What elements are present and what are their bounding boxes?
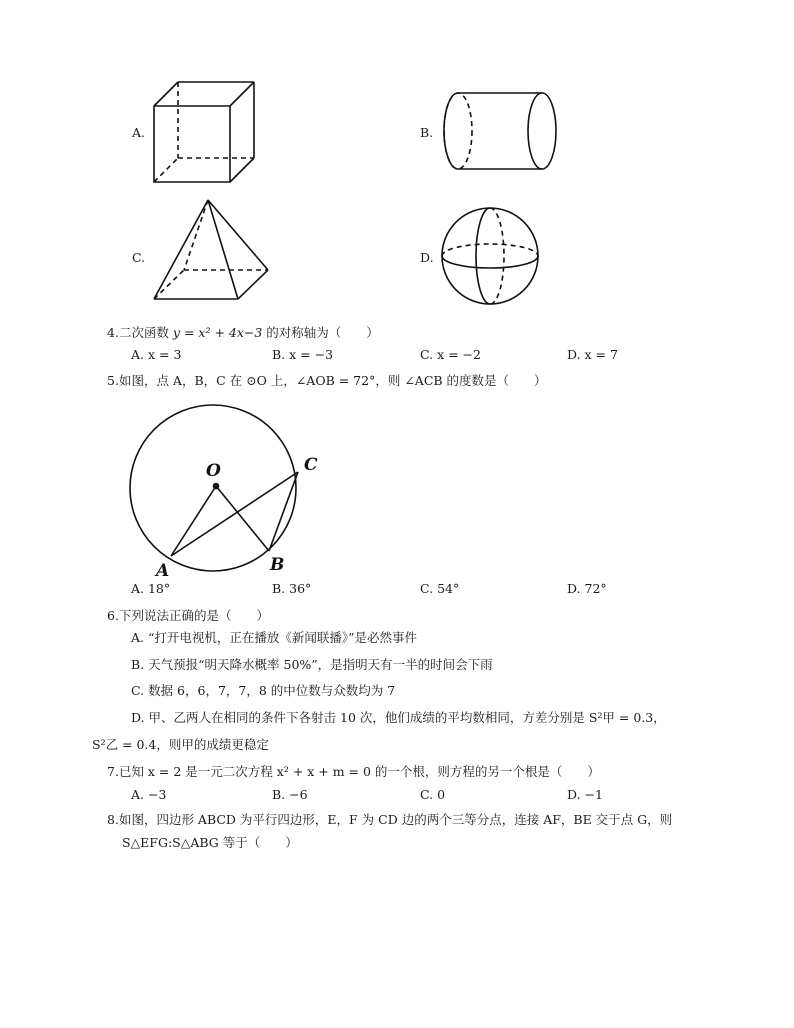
question-7-stem	[107, 764, 600, 780]
q6-option-d-line1: D. 甲、乙两人在相同的条件下各射击 10 次，他们成绩的平均数相同，方差分别是 S²甲 = 0.3，	[131, 710, 666, 725]
q6-option-b: B. 天气预报“明天降水概率 50%”，是指明天有一半的时间会下雨	[131, 657, 493, 672]
sphere-figure-icon	[440, 204, 540, 308]
q5-option-a: A. 18°	[131, 581, 171, 596]
formula: y = x² + 4x−3	[172, 325, 263, 340]
question-8-stem-line2: S△EFG:S△ABG 等于（ ）	[122, 835, 298, 850]
stem-text: 下列说法正确的是（ ）	[118, 608, 269, 623]
option-a-label: A.	[132, 125, 146, 140]
q7-option-c: C. 0	[420, 787, 446, 802]
q5-option-d: D. 72°	[567, 581, 607, 596]
question-8-stem	[107, 812, 672, 828]
q7-option-a: A. −3	[131, 787, 167, 802]
question-6-stem	[107, 608, 269, 624]
q4-option-d: D. x = 7	[567, 347, 618, 362]
stem-text: 已知 x = 2 是一元二次方程 x² + x + m = 0 的一个根，则方程的另一个根是（ ）	[118, 764, 600, 779]
q6-option-c: C. 数据 6，6，7，7，8 的中位数与众数均为 7	[131, 683, 396, 698]
question-number: 4.	[107, 325, 119, 340]
q5-option-b: B. 36°	[272, 581, 312, 596]
point-c-label: C	[304, 455, 318, 475]
q6-option-d-line2: S²乙 = 0.4，则甲的成绩更稳定	[92, 737, 269, 752]
cylinder-figure-icon	[440, 90, 560, 172]
q5-option-c: C. 54°	[420, 581, 460, 596]
question-number: 7.	[107, 764, 119, 779]
q4-option-c: C. x = −2	[420, 347, 481, 362]
option-b-label: B.	[420, 125, 434, 140]
q7-option-d: D. −1	[567, 787, 603, 802]
circle-figure	[120, 404, 330, 580]
point-a-label: A	[156, 561, 170, 581]
stem-text: 如图，点 A，B，C 在 ⊙O 上，∠AOB = 72°，则 ∠ACB 的度数是（ ）	[118, 373, 547, 388]
pyramid-figure-icon	[148, 196, 272, 304]
question-4-stem	[107, 325, 379, 341]
question-5-stem	[107, 373, 547, 389]
question-number: 8.	[107, 812, 119, 827]
stem-text: 如图，四边形 ABCD 为平行四边形，E，F 为 CD 边的两个三等分点，连接 AF，BE 交于点 G，则	[118, 812, 673, 827]
option-c-label: C.	[132, 250, 146, 265]
q7-option-b: B. −6	[272, 787, 308, 802]
q4-option-a: A. x = 3	[131, 347, 182, 362]
stem-text: 二次函数	[118, 325, 173, 340]
option-d-label: D.	[420, 250, 434, 265]
q4-option-b: B. x = −3	[272, 347, 334, 362]
question-number: 6.	[107, 608, 119, 623]
cube-figure-icon	[150, 78, 260, 186]
point-o-label: O	[206, 461, 221, 481]
stem-text: 的对称轴为（ ）	[262, 325, 379, 340]
question-number: 5.	[107, 373, 119, 388]
point-b-label: B	[270, 555, 285, 575]
q6-option-a: A. “打开电视机，正在播放《新闻联播》”是必然事件	[131, 630, 418, 645]
